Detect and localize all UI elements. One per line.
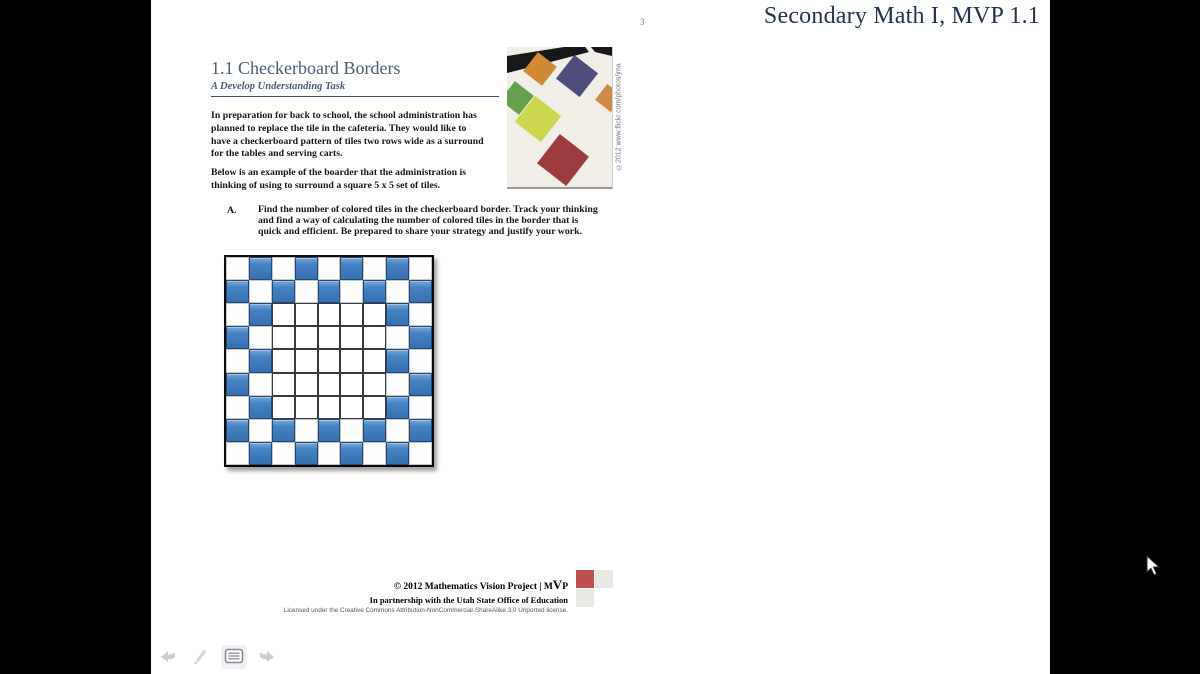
checkerboard-white-tile [318,396,341,419]
checkerboard-white-tile [340,373,363,396]
checkerboard-white-tile [295,303,318,326]
checkerboard-blue-tile [318,419,341,442]
checkerboard-blue-tile [363,280,386,303]
checkerboard-white-tile [295,419,318,442]
checkerboard-grid [224,255,434,467]
checkerboard-blue-tile [226,326,249,349]
footer-partnership: In partnership with the Utah State Office of Education [369,595,568,605]
checkerboard-blue-tile [272,280,295,303]
pen-button[interactable] [188,645,214,669]
item-a-label: A. [227,205,237,216]
pen-icon [192,647,210,668]
checkerboard-white-tile [272,326,295,349]
slide-menu-button[interactable] [221,645,247,669]
floor-photo-svg [507,47,612,187]
checkerboard-blue-tile [249,442,272,465]
title-divider [211,96,499,97]
footer [211,577,568,614]
mvp-logo-svg [576,570,614,608]
paragraph-intro: In preparation for back to school, the school administration has planned to replace the tile in the cafeteria. They would like to have a checkerboard pattern of tiles two rows wide as a surround for the tables and serving carts. [211,110,484,160]
checkerboard-white-tile [318,442,341,465]
checkerboard-blue-tile [340,442,363,465]
footer-copyright-v: V [552,577,563,592]
checkerboard-white-tile [363,442,386,465]
checkerboard-blue-tile [249,349,272,372]
checkerboard-white-tile [226,396,249,419]
checkerboard-blue-tile [226,373,249,396]
checkerboard-white-tile [340,326,363,349]
checkerboard-white-tile [409,349,432,372]
checkerboard-white-tile [249,373,272,396]
checkerboard-blue-tile [249,257,272,280]
checkerboard-white-tile [340,303,363,326]
previous-slide-button[interactable] [155,645,181,669]
checkerboard-blue-tile [386,442,409,465]
paragraph-example: Below is an example of the boarder that the administration is thinking of using to surround a square 5 x 5 set of tiles. [211,167,467,191]
checkerboard-blue-tile [409,326,432,349]
checkerboard-blue-tile [409,419,432,442]
mvp-logo-gray-square-top [595,570,613,588]
item-a-text: Find the number of colored tiles in the checkerboard border. Track your thinking and find a way of calculating the number of colored tiles in the border that is quick and efficient. Be prepared to share your strategy and justify your work. [258,204,598,237]
checkerboard-white-tile [409,396,432,419]
document-title: 1.1 Checkerboard Borders [211,58,401,78]
checkerboard-white-tile [226,442,249,465]
checkerboard-white-tile [409,257,432,280]
checkerboard-white-tile [226,303,249,326]
checkerboard-blue-tile [386,257,409,280]
checkerboard-white-tile [363,373,386,396]
checkerboard-blue-tile [340,257,363,280]
checkerboard-white-tile [249,419,272,442]
slide-canvas [151,0,1050,674]
checkerboard-white-tile [363,326,386,349]
checkerboard-white-tile [340,419,363,442]
checkerboard-white-tile [363,349,386,372]
mvp-logo [576,570,614,608]
checkerboard-white-tile [272,303,295,326]
footer-copyright-prefix: © 2012 Mathematics Vision Project | M [393,582,553,592]
checkerboard-white-tile [272,373,295,396]
checkerboard-blue-tile [386,396,409,419]
footer-license: Licensed under the Creative Commons Attribution-NonCommercial-ShareAlike 3.0 Unported license. [283,607,568,614]
mouse-cursor [1146,555,1162,577]
checkerboard-white-tile [386,326,409,349]
checkerboard-blue-tile [363,419,386,442]
checkerboard-white-tile [340,396,363,419]
checkerboard-blue-tile [272,419,295,442]
photo-credit: ©2012 www.flickr.com/photos/jma [615,63,623,171]
mvp-logo-red-square [576,570,594,588]
checkerboard-white-tile [295,373,318,396]
footer-copyright [211,577,568,593]
checkerboard-white-tile [318,349,341,372]
checkerboard-blue-tile [386,303,409,326]
presentation-toolbar [155,644,280,670]
checkerboard-blue-tile [249,303,272,326]
page-number: 3 [640,17,645,27]
arrow-right-icon [258,649,276,666]
arrow-left-icon [159,649,177,666]
checkerboard-blue-tile [295,442,318,465]
checkerboard-white-tile [295,396,318,419]
checkerboard-blue-tile [226,280,249,303]
checkerboard-blue-tile [409,280,432,303]
checkerboard-white-tile [272,257,295,280]
checkerboard-white-tile [295,326,318,349]
checkerboard-blue-tile [249,396,272,419]
checkerboard-white-tile [340,280,363,303]
checkerboard-blue-tile [295,257,318,280]
checkerboard-white-tile [409,303,432,326]
checkerboard-white-tile [386,373,409,396]
floor-tiles-photo [507,47,613,189]
checkerboard-white-tile [318,303,341,326]
checkerboard-blue-tile [386,349,409,372]
checkerboard-white-tile [272,442,295,465]
checkerboard-white-tile [249,280,272,303]
document-subtitle: A Develop Understanding Task [211,81,346,92]
checkerboard-white-tile [272,396,295,419]
slide-header-title: Secondary Math I, MVP 1.1 [763,3,1040,29]
menu-icon [224,648,244,667]
checkerboard-white-tile [226,257,249,280]
checkerboard-white-tile [386,419,409,442]
checkerboard-white-tile [363,257,386,280]
checkerboard-white-tile [272,349,295,372]
checkerboard-white-tile [318,326,341,349]
checkerboard-white-tile [363,303,386,326]
checkerboard-blue-tile [409,373,432,396]
checkerboard-blue-tile [318,280,341,303]
checkerboard-blue-tile [226,419,249,442]
checkerboard-white-tile [409,442,432,465]
checkerboard-white-tile [318,373,341,396]
checkerboard-white-tile [295,349,318,372]
checkerboard-white-tile [386,280,409,303]
arrow-cursor-icon [1146,555,1162,577]
footer-copyright-suffix: P [562,582,568,592]
checkerboard-white-tile [318,257,341,280]
next-slide-button[interactable] [254,645,280,669]
checkerboard-white-tile [340,349,363,372]
checkerboard-white-tile [249,326,272,349]
checkerboard-white-tile [295,280,318,303]
checkerboard-white-tile [363,396,386,419]
checkerboard-white-tile [226,349,249,372]
mvp-logo-gray-square-bottom [576,589,594,607]
